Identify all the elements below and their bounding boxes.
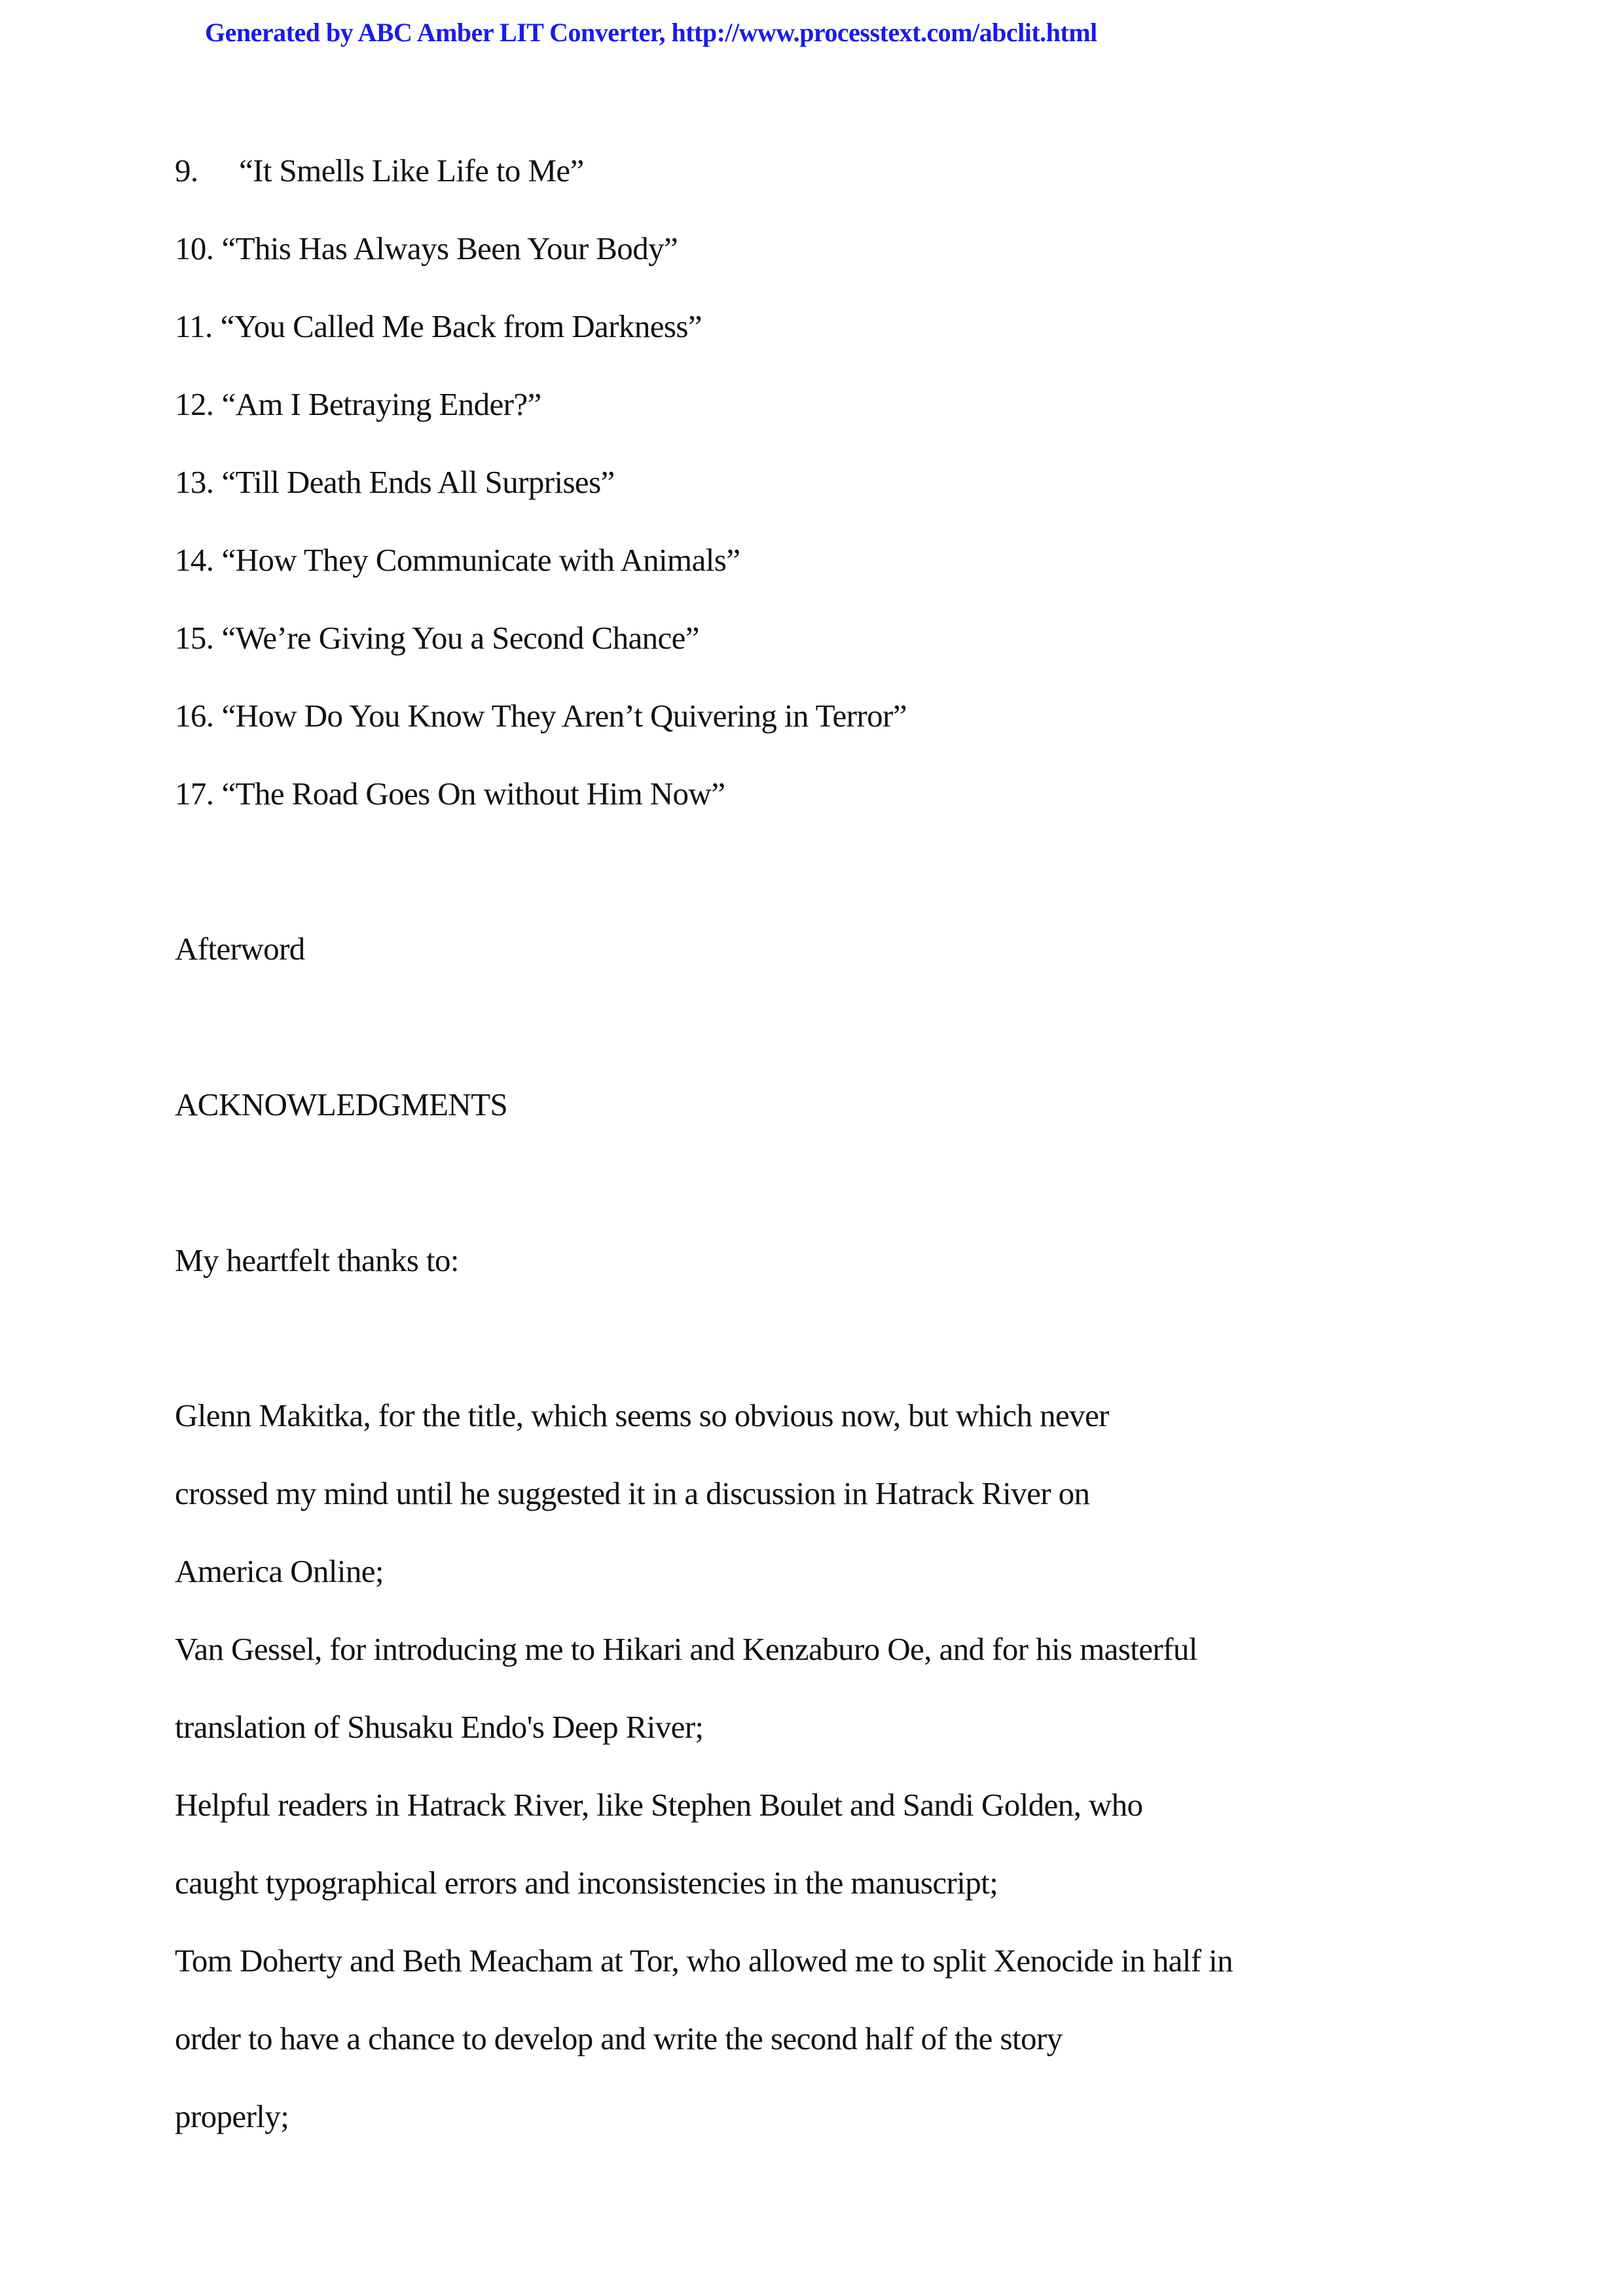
- chapter-title: “Till Death Ends All Surprises”: [221, 464, 615, 500]
- paragraph-line: order to have a chance to develop and write the second half of the story: [175, 2020, 1063, 2056]
- chapter-number: 15.: [175, 620, 214, 656]
- contents-item: [175, 697, 907, 734]
- thanks-intro: My heartfelt thanks to:: [175, 1242, 459, 1278]
- chapter-number: 9.: [175, 152, 198, 188]
- contents-item: [175, 775, 725, 812]
- chapter-title: “How Do You Know They Aren’t Quivering in Terror”: [221, 698, 907, 734]
- contents-item: [175, 308, 702, 345]
- contents-item: [175, 230, 678, 267]
- paragraph-line: Glenn Makitka, for the title, which seems so obvious now, but which never: [175, 1397, 1109, 1433]
- afterword-heading: Afterword: [175, 931, 305, 967]
- chapter-title: “The Road Goes On without Him Now”: [221, 776, 725, 812]
- converter-header[interactable]: Generated by ABC Amber LIT Converter, http://www.processtext.com/abclit.html: [205, 18, 1097, 47]
- contents-item: [175, 619, 699, 656]
- chapter-title: “It Smells Like Life to Me”: [239, 152, 584, 188]
- chapter-number: 10.: [175, 230, 214, 266]
- paragraph-line: translation of Shusaku Endo's Deep River;: [175, 1709, 704, 1745]
- paragraph-line: crossed my mind until he suggested it in a discussion in Hatrack River on: [175, 1475, 1090, 1511]
- contents-item: [175, 463, 615, 501]
- chapter-title: “This Has Always Been Your Body”: [221, 230, 678, 266]
- paragraph-line: Van Gessel, for introducing me to Hikari and Kenzaburo Oe, and for his masterful: [175, 1631, 1197, 1667]
- chapter-number: 16.: [175, 698, 214, 734]
- chapter-title: “How They Communicate with Animals”: [221, 542, 740, 578]
- paragraph-line: Tom Doherty and Beth Meacham at Tor, who allowed me to split Xenocide in half in: [175, 1943, 1233, 1979]
- chapter-number: 12.: [175, 386, 214, 422]
- chapter-number: 11.: [175, 308, 213, 344]
- chapter-title: “Am I Betraying Ender?”: [221, 386, 541, 422]
- chapter-number: 13.: [175, 464, 214, 500]
- paragraph-line: Helpful readers in Hatrack River, like Stephen Boulet and Sandi Golden, who: [175, 1787, 1143, 1823]
- paragraph-line: properly;: [175, 2098, 289, 2134]
- chapter-title: “You Called Me Back from Darkness”: [220, 308, 702, 344]
- contents-item: [175, 386, 541, 423]
- chapter-number: 14.: [175, 542, 214, 578]
- chapter-number: 17.: [175, 776, 214, 812]
- paragraph-line: caught typographical errors and inconsistencies in the manuscript;: [175, 1865, 998, 1901]
- chapter-title: “We’re Giving You a Second Chance”: [221, 620, 699, 656]
- paragraph-line: America Online;: [175, 1553, 384, 1589]
- acknowledgments-heading: ACKNOWLEDGMENTS: [175, 1086, 508, 1122]
- contents-item: [175, 152, 584, 189]
- contents-item: [175, 541, 740, 579]
